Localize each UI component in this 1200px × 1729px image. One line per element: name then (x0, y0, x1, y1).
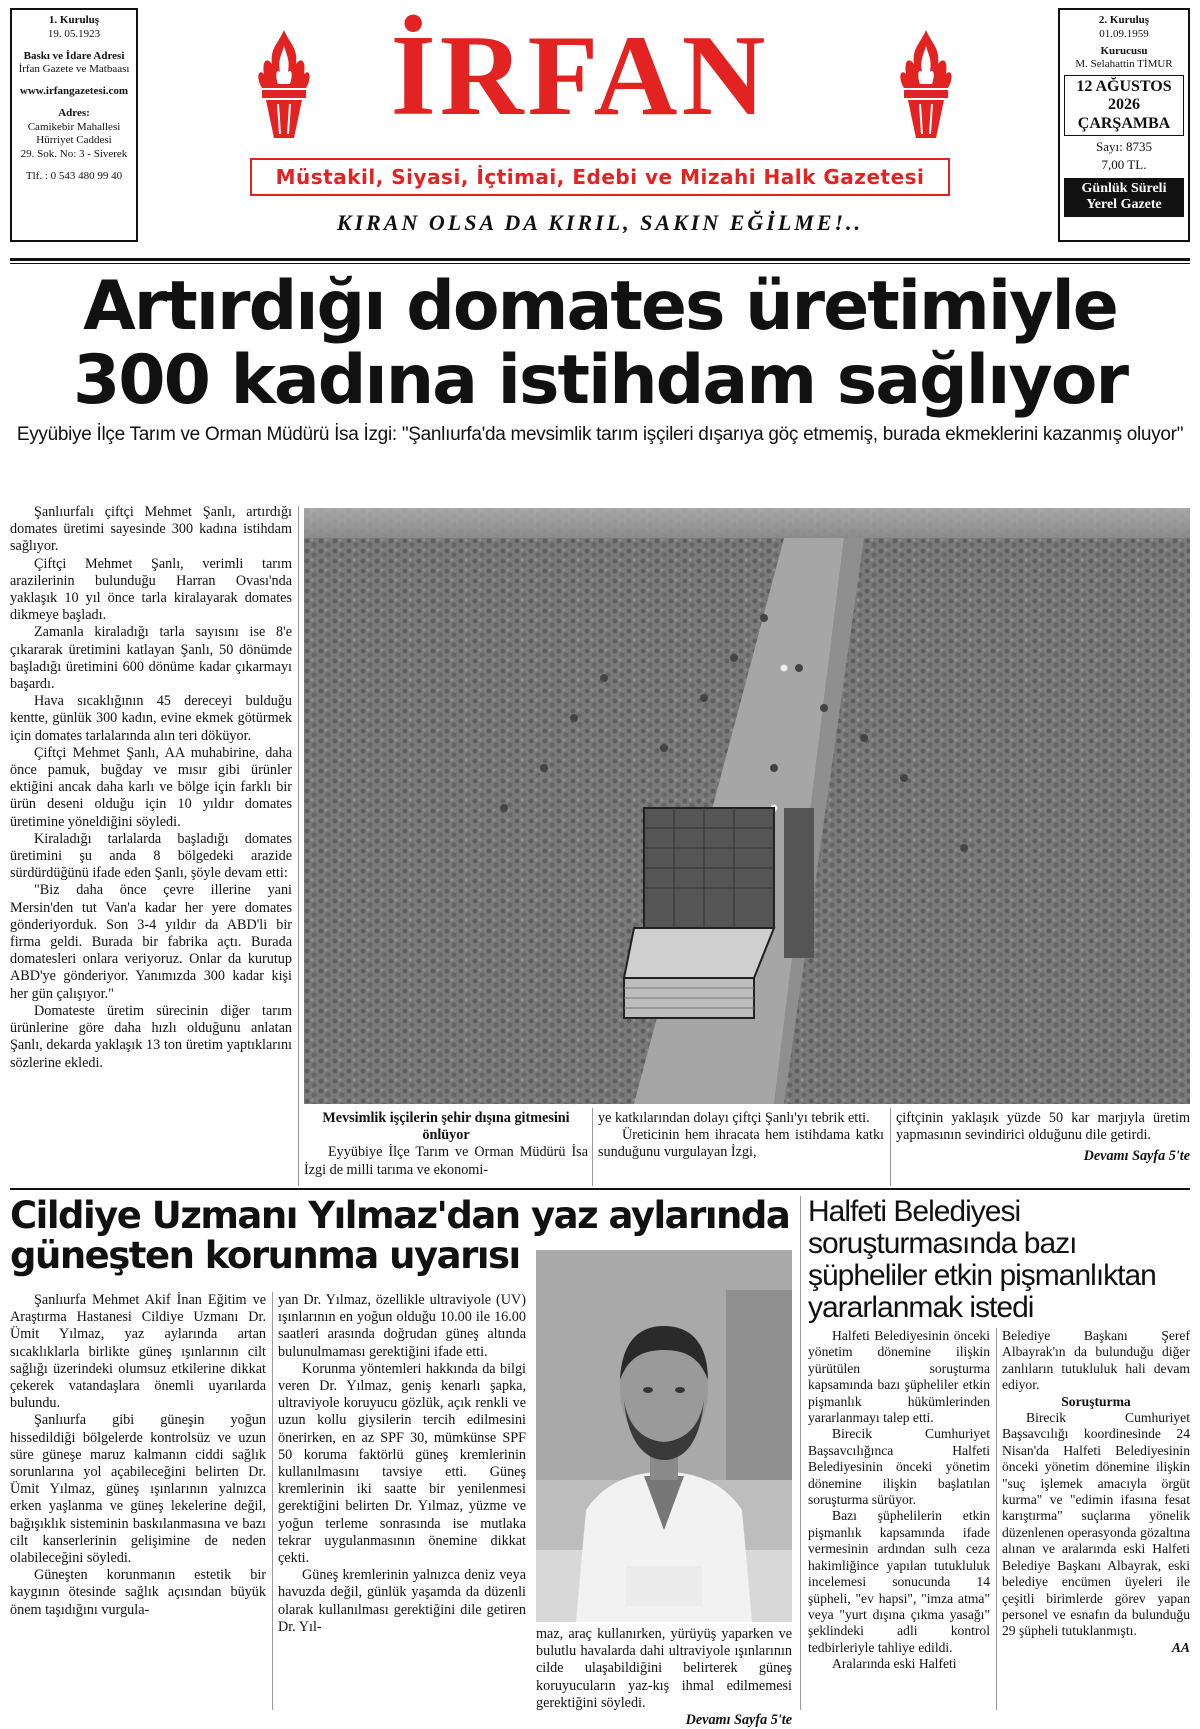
headline-line: Artırdığı domates üretimiyle (83, 267, 1117, 346)
date-weekday: ÇARŞAMBA (1077, 114, 1171, 132)
paragraph: çiftçinin yaklaşık yüzde 50 kar marjıyla üretim yapmasının sevindirici olduğunu dile getirdi. (896, 1110, 1190, 1144)
paragraph: Korunma yöntemleri hakkında da bilgi veren Dr. Yılmaz, geniş kenarlı şapka, ultraviyole koruyucu gözlük, açık renkli ve uzun kollu giysilerin tercih edilmesini önerirken, en az SPF 30, mümkünse SPF 50 koruma faktörlü güneş kremlerinin kullanılmasını tavsiye etti. Güneş kremlerinin iki saatte bir yenilenmesi gerektiğini belirten Dr. Yılmaz, yüzme ve yoğun terleme sonrasında ise mutlaka tekrar uygulanmasının önemine dikkat çekti. (278, 1360, 526, 1567)
paragraph: Üreticinin hem ihracata hem istihdama katkı sunduğunu vurgulayan İzgi, (598, 1127, 884, 1161)
column-rule (298, 506, 299, 1186)
paragraph: Kiraladığı tarlalarda başladığı domates üretimini şu anda 8 bölgedeki arazide sürdürdüğünü ifade eden Şanlı, şöyle devam etti: (10, 830, 292, 882)
headline-line: Halfeti Belediyesi (808, 1195, 1021, 1228)
paragraph: Aralarında eski Halfeti (832, 1656, 957, 1672)
address-line: Camikebir Mahallesi (27, 120, 121, 133)
headline-line: şüpheliler etkin pişmanlıktan (808, 1259, 1156, 1292)
paragraph: Güneş kremlerinin yalnızca deniz veya havuzda değil, günlük yaşamda da düzenli olarak kullanılması gerektiğini dile getiren Dr. Yıl- (278, 1567, 526, 1635)
column-rule (272, 1292, 273, 1710)
column-rule (996, 1328, 997, 1710)
newspaper-motto: KIRAN OLSA DA KIRIL, SAKIN EĞİLME!.. (336, 210, 864, 235)
publication-type-line: Yerel Gazete (1086, 197, 1162, 213)
date-year: 2026 (1108, 96, 1140, 114)
column-rule (890, 1108, 891, 1186)
paragraph: Belediye Başkanı Şeref Albayrak'ın da bulunduğu diğer zanlıların tutukluluk hali devam ediyor. (1002, 1328, 1190, 1393)
torch-icon (890, 26, 962, 146)
doctor-portrait-photo (536, 1250, 792, 1622)
headline-line: yararlanmak istedi (808, 1291, 1034, 1324)
article2-column (278, 1292, 526, 1636)
website-link[interactable]: www.irfangazetesi.com (19, 85, 129, 97)
print-name: İrfan Gazete ve Matbaası (18, 63, 130, 76)
main-headline (10, 267, 1190, 420)
truck (624, 808, 774, 1018)
article2-column (10, 1292, 266, 1619)
founding-date: 01.09.1959 (1099, 27, 1149, 40)
masthead-right-box (1058, 8, 1190, 242)
address-label: Adres: (58, 106, 90, 119)
paragraph: Şanlıurfa Mehmet Akif İnan Eğitim ve Araştırma Hastanesi Cildiye Uzmanı Dr. Ümit Yılmaz, yaz aylarında artan sıcaklıklarla birlikte güneş ışınlarının cilt sağlığı üzerindeki olumsuz etkilerine dikkat çekerek vatandaşlara önemli uyarılarda bulundu. (10, 1292, 266, 1412)
paragraph: maz, araç kullanırken, yürüyüş yaparken ve bulutlu havalarda dahi ultraviyole ışınlarının cilde ulaşabildiğini belirterek güneş koruyucuların yaz-kış ihmal edilmemesi gerektiğini söyledi. (536, 1626, 792, 1711)
address-line: Hürriyet Caddesi (36, 134, 112, 147)
paragraph: Birecik Cumhuriyet Başsavcılığınca Halfeti Belediyesinin önceki yönetim dönemine ilişkin başlatılan soruşturma sürüyor. (808, 1426, 990, 1508)
continued-link[interactable]: Devamı Sayfa 5'te (1083, 1148, 1190, 1165)
continued-link[interactable]: Devamı Sayfa 5'te (685, 1712, 792, 1729)
main-article-column (10, 504, 292, 1072)
paragraph: Hava sıcaklığının 45 dereceyi bulduğu kentte, günlük 300 kadın, evine ekmek götürmek için domates tarlalarında alın teri döküyor. (10, 693, 292, 744)
founding-label: 2. Kuruluş (1098, 14, 1150, 26)
agency-credit: AA (1171, 1639, 1190, 1655)
headline-line: 300 kadına istihdam sağlıyor (72, 341, 1127, 420)
newspaper-logo: İRFAN (390, 12, 770, 140)
column-rule (592, 1108, 593, 1186)
paragraph: Çiftçi Mehmet Şanlı, verimli tarım arazilerinin bulunduğu Harran Ovası'nda yaklaşık 10 yıl önce tarla kiralayarak domates dikmeye başladı. (10, 555, 292, 624)
publication-type-line: Günlük Süreli (1081, 180, 1167, 196)
main-article-column (896, 1110, 1190, 1166)
article-subhead: Mevsimlik işçilerin şehir dışına gitmesini önlüyor (322, 1110, 570, 1144)
print-address-label: Baskı ve İdare Adresi (23, 49, 125, 62)
paragraph: Güneşten korunmanın estetik bir kaygının ötesinde sağlık açısından büyük önem taşıdığını vurgula- (10, 1567, 266, 1618)
section-divider (10, 1188, 1190, 1190)
headline-line: soruşturmasında bazı (808, 1227, 1077, 1260)
masthead-divider (10, 258, 1190, 264)
newspaper-tagline: Müstakil, Siyasi, İçtimai, Edebi ve Mizahi Halk Gazetesi (250, 158, 950, 196)
paragraph: Birecik Cumhuriyet Başsavcılığı koordinesinde 24 Nisan'da Halfeti Belediyesinin önceki yönetim dönemine ilişkin "suç işlemek amacıyla örgüt kurma" ve "edimin ifasına fesat karıştırma" suçlarına yönelik düzenlenen operasyonda gözaltına alınan ve aralarında eski Halfeti Belediye Başkanı Albayrak, eski belediye encümen üyeleri ile çeşitli birimlerde görev yapan personel ve esnafın da bulunduğu 29 şüpheli tutuklanmıştı. (1002, 1410, 1190, 1639)
paragraph: Bazı şüphelilerin etkin pişmanlık kapsamında ifade vermesinin ardından sulh ceza hakimliğince yapılan tutukluluk incelemesi sonucunda 14 şüpheli, "ev hapsi", "imza atma" veya "yurt dışına çıkma yasağı" şeklindeki adli kontrol tedbirleriyle tahliye edildi. (808, 1508, 990, 1655)
article3-column (1002, 1328, 1190, 1656)
paragraph: Domateste üretim sürecinin diğer tarım ürünlerine göre daha hızlı olduğunu anlatan Şanlı, dekarda yaklaşık 13 ton üretim yaptıklarını sözlerine ekledi. (10, 1002, 292, 1071)
article2-column (536, 1626, 792, 1729)
founder-label: Kurucusu (1100, 44, 1148, 57)
founding-label: 1. Kuruluş (48, 14, 100, 26)
phone-number: Tlf. : 0 543 480 99 40 (25, 169, 123, 182)
main-article-column (304, 1110, 588, 1179)
main-article-column (598, 1110, 884, 1162)
issue-number: Sayı: 8735 (1096, 139, 1152, 155)
paragraph: Şanlıurfa gibi güneşin yoğun hissedildiği bölgelerde kontrolsüz ve uzun süre güneşe maruz kalmanın ciddi sağlık sorunlarına yol açabileceğini belirten Dr. Ümit Yılmaz, güneş ışınlarının yalnızca erken yaşlanma ve güneş lekelerine değil, bağışıklık sisteminin baskılanmasına ve bazı cilt kanserlerinin gelişimine de neden olabileceğini söyledi. (10, 1412, 266, 1567)
issue-price: 7,00 TL. (1101, 157, 1147, 173)
tomato-field-photo (304, 508, 1190, 1104)
issue-date (1064, 75, 1184, 136)
date-day-month: 12 AĞUSTOS (1076, 78, 1172, 95)
article3-headline (808, 1196, 1190, 1324)
paragraph: Çiftçi Mehmet Şanlı, AA muhabirine, daha önce pamuk, buğday ve mısır gibi ürünler ektiğini ancak daha karlı ve bölge için farklı bir ürün deseni olduğu için 10 yıldır domates üretimine yöneldiğini söyledi. (10, 744, 292, 830)
founder-name: M. Selahattin TİMUR (1075, 58, 1173, 71)
masthead-left-box (10, 8, 138, 242)
address-line: 29. Sok. No: 3 - Siverek (20, 148, 128, 160)
paragraph: Zamanla kiraladığı tarla sayısını ise 8'e çıkararak üretimini katlayan Şanlı, 50 dönümde başladığı üretimini 600 dönüme kadar çıkarmayı başardı. (10, 624, 292, 693)
paragraph: Halfeti Belediyesinin önceki yönetim dönemine ilişkin yürütülen soruşturma kapsamında bazı şüpheliler etkin pişmanlık hükümlerinden yararlanmayı talep etti. (808, 1328, 990, 1426)
paragraph: Şanlıurfalı çiftçi Mehmet Şanlı, artırdığı domates üretimi sayesinde 300 kadına istihdam sağlıyor. (10, 504, 292, 555)
paragraph: Eyyübiye İlçe Tarım ve Orman Müdürü İsa İzgi de milli tarıma ve ekonomi- (304, 1144, 588, 1178)
article-subhead: Soruşturma (1061, 1393, 1131, 1409)
publication-type (1064, 178, 1184, 218)
paragraph: yan Dr. Yılmaz, özellikle ultraviyole (UV) ışınlarının en yoğun olduğu 10.00 ile 16.00 saatleri arasında doğrudan güneş altında bulunulmaması gerektiğini ifade etti. (278, 1292, 526, 1360)
column-rule (800, 1196, 801, 1710)
paragraph: ye katkılarından dolayı çiftçi Şanlı'yı tebrik etti. (598, 1110, 870, 1126)
main-spot: Eyyübiye İlçe Tarım ve Orman Müdürü İsa İzgi: "Şanlıurfa'da mevsimlik tarım işçileri dışarıya göç etmemiş, burada ekmeklerini kazanmış oluyor" (16, 424, 1184, 445)
article3-column (808, 1328, 990, 1673)
headline-line: güneşten korunma uyarısı (10, 1234, 520, 1277)
founding-date: 19. 05.1923 (47, 27, 101, 40)
headline-line: Cildiye Uzmanı Yılmaz'dan yaz aylarında (10, 1194, 790, 1237)
paragraph: "Biz daha önce çevre illerine yani Mersin'den tut Van'a kadar her yere domates gönderiyorduk. Son 3-4 yıldır da ABD'li bir firma geldi. Burada bir fabrika açtı. Burada domatesleri onlara veriyoruz. Onlar da kurutup ABD'ye gönderiyor. Yanımızda 300 kadar kişi her gün çalışıyor." (10, 882, 292, 1002)
